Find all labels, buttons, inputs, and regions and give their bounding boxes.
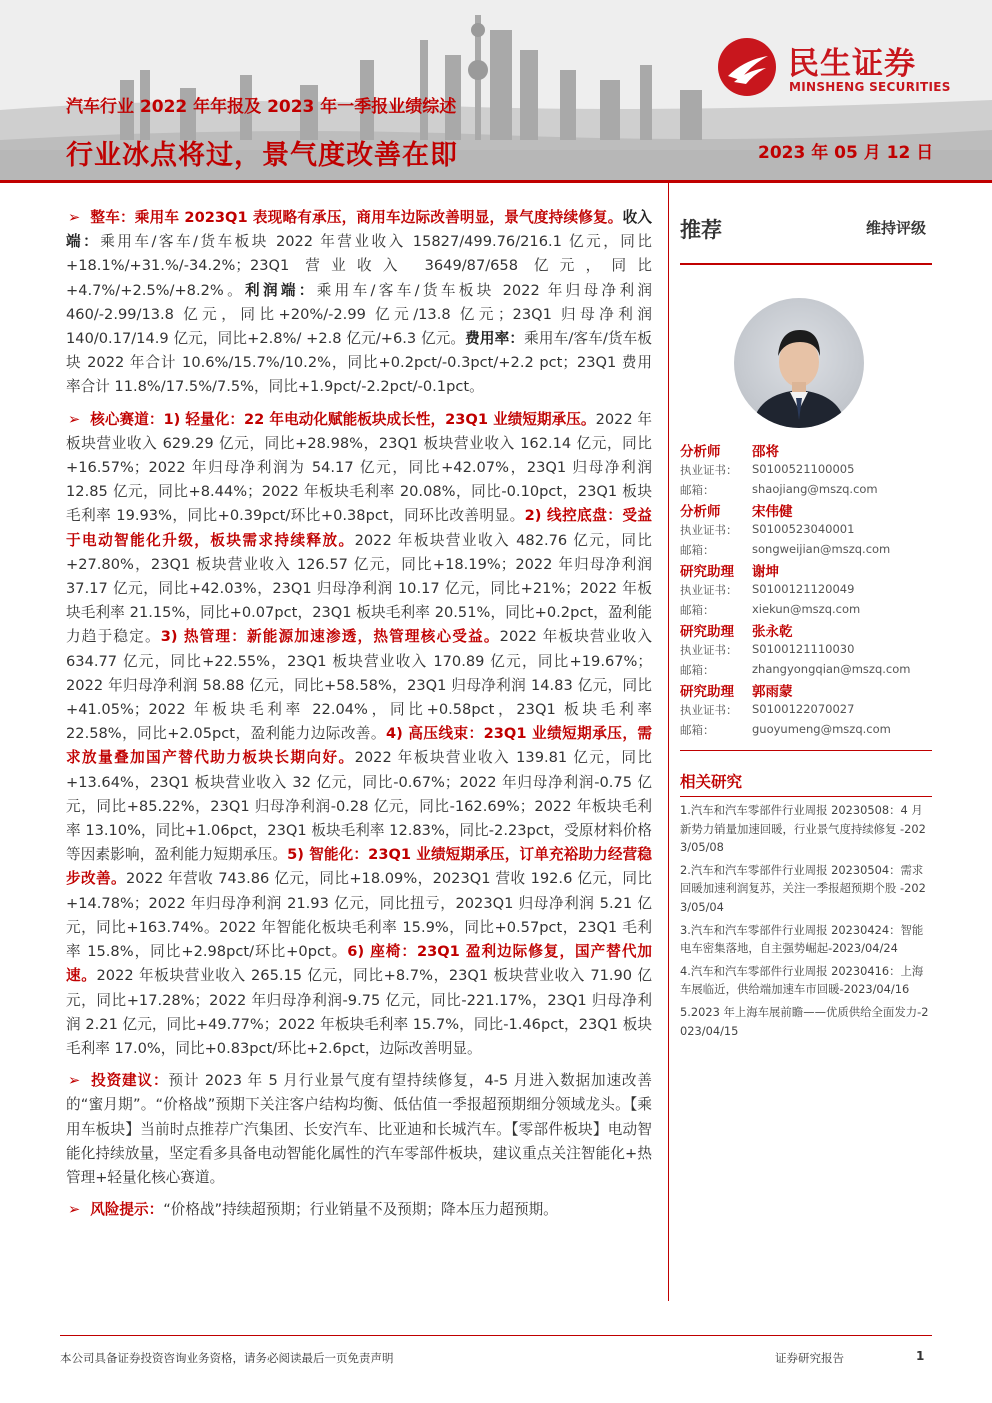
header-banner xyxy=(0,0,992,180)
related-research-item[interactable]: 3.汽车和汽车零部件行业周报 20230424：智能电车密集落地，自主强势崛起-2023/04/24 xyxy=(680,922,924,956)
bullet-icon: ➢ xyxy=(68,1072,81,1090)
footer-report-type: 证券研究报告 xyxy=(775,1351,844,1365)
footer-disclaimer: 本公司具备证券投资咨询业务资格，请务必阅读最后一页免责声明 xyxy=(60,1351,394,1365)
report-date: 2023 年 05 月 12 日 xyxy=(758,143,934,163)
related-research-title: 相关研究 xyxy=(680,770,932,797)
page-number: 1 xyxy=(916,1349,925,1363)
rating-box xyxy=(680,183,932,265)
minsheng-logo xyxy=(718,34,968,98)
report-body xyxy=(66,206,652,1230)
related-research-item[interactable]: 5.2023 年上海车展前瞻——优质供给全面发力-2023/04/15 xyxy=(680,1004,929,1038)
analyst-entry: 研究助理 郭雨蒙 执业证书： S0100122070027 邮箱： guoyumeng@mszq.com xyxy=(680,684,891,737)
rating-sub: 维持评级 xyxy=(865,219,926,237)
analyst-email[interactable]: zhangyongqian@mszq.com xyxy=(752,662,911,676)
analyst-entry: 分析师 邵将 执业证书： S0100521100005 邮箱： shaojiang@mszq.com xyxy=(680,444,878,497)
analyst-entry: 分析师 宋伟健 执业证书： S0100523040001 邮箱： songweijian@mszq.com xyxy=(680,504,891,557)
column-divider xyxy=(668,183,669,1301)
para-risk: ➢ 风险提示：“价格战”持续超预期；行业销量不及预期；降本压力超预期。 xyxy=(68,1201,558,1219)
analyst-entry: 研究助理 张永乾 执业证书： S0100121110030 邮箱： zhangyongqian@mszq.com xyxy=(680,624,911,677)
report-subtitle: 汽车行业 2022 年年报及 2023 年一季报业绩综述 xyxy=(66,97,457,117)
analyst-email[interactable]: guoyumeng@mszq.com xyxy=(752,722,891,736)
bullet-icon: ➢ xyxy=(68,209,81,226)
related-research-item[interactable]: 1.汽车和汽车零部件行业周报 20230508：4 月新势力销量加速回暖，行业景气度持续修复 -2023/05/08 xyxy=(680,803,926,855)
related-research xyxy=(680,770,932,1040)
analyst-email[interactable]: xiekun@mszq.com xyxy=(752,602,861,616)
para-core-tracks: ➢ 核心赛道：1) 轻量化：22 年电动化赋能板块成长性，23Q1 业绩短期承压。2022 年板块营业收入 629.29 亿元，同比+28.98%，23Q1 板块营业收入 162.14 亿元，同比+16.57%；2022 年归母净利润为 54.17 亿元，同比+42.07%，23Q1 归母净利润 12.85 亿元，同比+8.44%；2022 年板块毛利率 20.08%，同比-0.10pct，23Q1 板块毛利率 19.93%，同比+0.39pct/环比+0.38pct，同环比改善明显。2) 线控底盘：受益于电动智能化升级，板块需求持续释放。2022 年板块营业收入 482.76 亿元，同比+27.80%，23Q1 板块营业收入 126.57 亿元，同比+18.19%；2022 年归母净利润 37.17 亿元，同比+42.03%，23Q1 归母净利润 10.17 亿元，同比+21%；2022 年板块毛利率 21.15%，同比+0.07pct，23Q1 板块毛利率 20.51%，同比+0.2pct，盈利能力趋于稳定。3) 热管理：新能源加速渗透，热管理核心受益。2022 年板块营业收入 634.77 亿元，同比+22.55%，23Q1 板块营业收入 170.89 亿元，同比+19.67%；2022 年归母净利润 58.88 亿元，同比+58.58%，23Q1 归母净利润 14.83 亿元，同比+41.05%；2022 年板块毛利率 22.04%，同比+0.58pct，23Q1 板块毛利率 22.58%，同比+2.05pct，盈利能力边际改善。4) 高压线束：23Q1 业绩短期承压，需求放量叠加国产替代助力板块长期向好。2022 年板块营业收入 139.81 亿元，同比+13.64%，23Q1 板块营业收入 32 亿元，同比-0.67%；2022 年归母净利润-0.75 亿元，同比+85.22%，23Q1 归母净利润-0.28 亿元，同比-162.69%；2022 年板块毛利率 13.10%，同比+1.06pct，23Q1 板块毛利率 12.83%，同比-2.23pct，受原材料价格等因素影响，盈利能力短期承压。5) 智能化：23Q1 业绩短期承压，订单充裕助力经营稳步改善。2022 年营收 743.86 亿元，同比+18.09%，2023Q1 营收 192.6 亿元，同比+14.78%；2022 年归母净利润 21.93 亿元，同比扭亏，2023Q1 归母净利润 5.21 亿元，同比+163.74%。2022 年智能化板块毛利率 15.9%，同比+0.57pct，23Q1 毛利率 15.8%，同比+2.98pct/环比+0pct。6) 座椅：23Q1 盈利边际修复，国产替代加速。2022 年板块营业收入 265.15 亿元，同比+8.7%，23Q1 板块营业收入 71.90 亿元，同比+17.28%；2022 年归母净利润-9.75 亿元，同比-221.17%，23Q1 归母净利润 2.21 亿元，同比+49.77%；2022 年板块毛利率 15.7%，同比-1.46pct，23Q1 板块毛利率 17.0%，同比+0.83pct/环比+2.6pct，边际改善明显。 xyxy=(66,410,653,1057)
logo-text-en: MINSHENG SECURITIES xyxy=(789,80,951,94)
bullet-icon: ➢ xyxy=(68,1201,81,1219)
related-research-item[interactable]: 2.汽车和汽车零部件行业周报 20230504：需求回暖加速利润复苏，关注一季报超预期个股 -2023/05/04 xyxy=(680,862,926,914)
rating-panel xyxy=(680,183,932,265)
analyst-entry: 研究助理 谢坤 执业证书： S0100121120049 邮箱： xiekun@mszq.com xyxy=(680,564,861,617)
para-investment: ➢ 投资建议：预计 2023 年 5 月行业景气度有望持续修复，4-5 月进入数据加速改善的“蜜月期”。“价格战”预期下关注客户结构均衡、低估值一季报超预期细分领域龙头。【乘用车板块】当前时点推荐广汽集团、长安汽车、比亚迪和长城汽车。【零部件板块】电动智能化持续放量，坚定看多具备电动智能化属性的汽车零部件板块，建议重点关注智能化+热管理+轻量化核心赛道。 xyxy=(66,1072,652,1186)
logo-emblem-icon xyxy=(718,38,776,96)
report-title: 行业冰点将过，景气度改善在即 xyxy=(66,140,458,171)
analyst-list xyxy=(680,440,932,751)
analyst-email[interactable]: shaojiang@mszq.com xyxy=(752,482,878,496)
related-research-item[interactable]: 4.汽车和汽车零部件行业周报 20230416：上海车展临近，供给端加速车市回暖-2023/04/16 xyxy=(680,963,924,997)
analyst-photo xyxy=(734,298,864,428)
rating-label: 推荐 xyxy=(680,218,722,242)
analyst-email[interactable]: songweijian@mszq.com xyxy=(752,542,891,556)
footer-divider xyxy=(60,1335,932,1336)
logo-text-cn: 民生证券 xyxy=(788,46,916,82)
para-vehicle: ➢ 整车：乘用车 2023Q1 表现略有承压，商用车边际改善明显，景气度持续修复。收入端：乘用车/客车/货车板块 2022 年营业收入 15827/499.76/216.1 亿元，同比+18.1%/+31.%/-34.2%；23Q1 营业收入 3649/87/658 亿元，同比+4.7%/+2.5%/+8.2%。利润端：乘用车/客车/货车板块 2022 年归母净利润 460/-2.99/13.8 亿元，同比+20%/-2.99 亿元/13.8 亿元；23Q1 归母净利润 140/0.17/14.9 亿元，同比+2.8%/ +2.8 亿元/+6.3 亿元。费用率：乘用车/客车/货车板块 2022 年合计 10.6%/15.7%/10.2%，同比+0.2pct/-0.3pct/+2.2 pct；23Q1 费用率合计 11.8%/17.5%/7.5%，同比+1.9pct/-2.2pct/-0.1pct。 xyxy=(66,209,652,396)
section-divider xyxy=(680,750,932,751)
bullet-icon: ➢ xyxy=(68,410,81,428)
